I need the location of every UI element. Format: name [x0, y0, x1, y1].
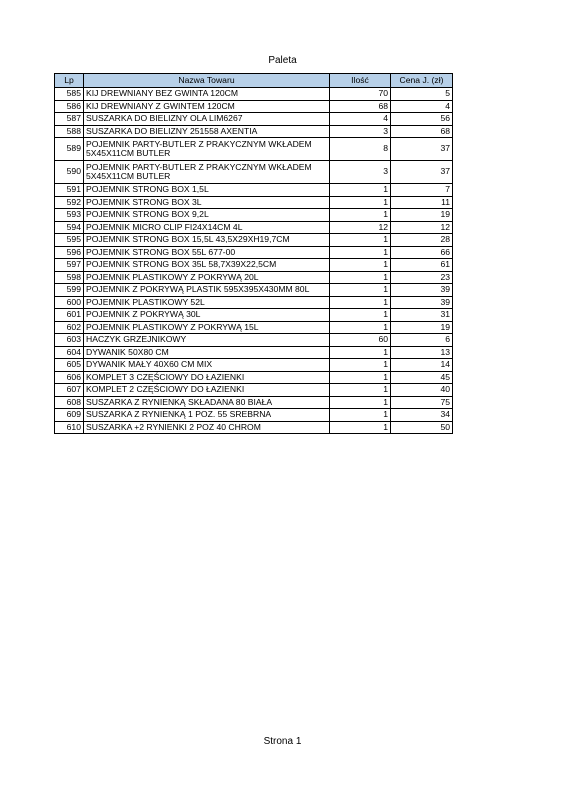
cell-lp: 607: [55, 384, 84, 397]
table-row: [55, 88, 453, 101]
cell-qty: 1: [330, 284, 391, 297]
cell-lp: 598: [55, 271, 84, 284]
cell-lp: 599: [55, 284, 84, 297]
cell-lp: 597: [55, 259, 84, 272]
cell-qty: 68: [330, 100, 391, 113]
cell-qty: 1: [330, 196, 391, 209]
header-lp: Lp: [55, 74, 84, 88]
cell-name: POJEMNIK STRONG BOX 15,5L 43,5X29XH19,7CM: [84, 234, 330, 247]
page-number: Strona 1: [263, 736, 302, 747]
header-qty: Ilość: [330, 74, 391, 88]
table-row: [55, 196, 453, 209]
cell-lp: 602: [55, 321, 84, 334]
cell-name: DYWANIK 50X80 CM: [84, 346, 330, 359]
cell-name: POJEMNIK PLASTIKOWY 52L: [84, 296, 330, 309]
cell-qty: 4: [330, 113, 391, 126]
table-row: [55, 321, 453, 334]
cell-lp: 595: [55, 234, 84, 247]
cell-qty: 70: [330, 88, 391, 101]
table-row: [55, 221, 453, 234]
cell-name: POJEMNIK PLASTIKOWY Z POKRYWĄ 15L: [84, 321, 330, 334]
cell-lp: 596: [55, 246, 84, 259]
cell-qty: 1: [330, 209, 391, 222]
cell-name: POJEMNIK STRONG BOX 35L 58,7X39X22,5CM: [84, 259, 330, 272]
cell-qty: 1: [330, 421, 391, 434]
cell-name: POJEMNIK STRONG BOX 9,2L: [84, 209, 330, 222]
cell-qty: 1: [330, 371, 391, 384]
table-row: [55, 113, 453, 126]
cell-lp: 587: [55, 113, 84, 126]
cell-qty: 1: [330, 309, 391, 322]
page-title: Paleta: [268, 55, 297, 66]
cell-qty: 1: [330, 321, 391, 334]
cell-price: 7: [391, 184, 453, 197]
header-row: [55, 74, 453, 88]
cell-lp: 606: [55, 371, 84, 384]
cell-price: 37: [391, 161, 453, 184]
cell-name: SUSZARKA DO BIELIZNY OLA LIM6267: [84, 113, 330, 126]
table-row: [55, 125, 453, 138]
cell-price: 68: [391, 125, 453, 138]
cell-price: 39: [391, 284, 453, 297]
cell-price: 23: [391, 271, 453, 284]
cell-price: 5: [391, 88, 453, 101]
cell-qty: 1: [330, 259, 391, 272]
cell-qty: 1: [330, 409, 391, 422]
cell-qty: 1: [330, 234, 391, 247]
cell-name: SUSZARKA +2 RYNIENKI 2 POZ 40 CHROM: [84, 421, 330, 434]
cell-price: 19: [391, 209, 453, 222]
cell-lp: 594: [55, 221, 84, 234]
table-header: [55, 74, 453, 88]
goods-table: [54, 73, 453, 434]
table-row: [55, 346, 453, 359]
cell-qty: 1: [330, 296, 391, 309]
table-row: [55, 359, 453, 372]
table-row: [55, 384, 453, 397]
cell-name: POJEMNIK STRONG BOX 1,5L: [84, 184, 330, 197]
table-row: [55, 234, 453, 247]
cell-name: SUSZARKA Z RYNIENKĄ SKŁADANA 80 BIAŁA: [84, 396, 330, 409]
cell-price: 12: [391, 221, 453, 234]
cell-lp: 609: [55, 409, 84, 422]
cell-name: POJEMNIK STRONG BOX 55L 677-00: [84, 246, 330, 259]
cell-price: 45: [391, 371, 453, 384]
cell-price: 4: [391, 100, 453, 113]
table-row: [55, 271, 453, 284]
cell-name: POJEMNIK PARTY-BUTLER Z PRAKYCZNYM WKŁADEM 5X45X11CM BUTLER: [84, 138, 330, 161]
table-row: [55, 138, 453, 161]
cell-price: 31: [391, 309, 453, 322]
cell-name: HACZYK GRZEJNIKOWY: [84, 334, 330, 347]
table-row: [55, 259, 453, 272]
table-row: [55, 161, 453, 184]
cell-price: 66: [391, 246, 453, 259]
cell-name: KIJ DREWNIANY BEZ GWINTA 120CM: [84, 88, 330, 101]
cell-qty: 3: [330, 125, 391, 138]
cell-lp: 604: [55, 346, 84, 359]
cell-name: SUSZARKA Z RYNIENKĄ 1 POZ. 55 SREBRNA: [84, 409, 330, 422]
table-body: [55, 88, 453, 434]
cell-lp: 601: [55, 309, 84, 322]
table-row: [55, 246, 453, 259]
cell-qty: 1: [330, 346, 391, 359]
cell-qty: 1: [330, 359, 391, 372]
cell-price: 39: [391, 296, 453, 309]
cell-price: 61: [391, 259, 453, 272]
cell-qty: 8: [330, 138, 391, 161]
table-row: [55, 100, 453, 113]
cell-lp: 600: [55, 296, 84, 309]
cell-name: POJEMNIK STRONG BOX 3L: [84, 196, 330, 209]
table-row: [55, 396, 453, 409]
cell-lp: 590: [55, 161, 84, 184]
table-row: [55, 409, 453, 422]
cell-name: POJEMNIK Z POKRYWĄ PLASTIK 595X395X430MM 80L: [84, 284, 330, 297]
header-name: Nazwa Towaru: [84, 74, 330, 88]
table-row: [55, 421, 453, 434]
cell-lp: 610: [55, 421, 84, 434]
cell-lp: 585: [55, 88, 84, 101]
cell-price: 40: [391, 384, 453, 397]
header-price: Cena J. (zł): [391, 74, 453, 88]
cell-name: KOMPLET 2 CZĘŚCIOWY DO ŁAZIENKI: [84, 384, 330, 397]
cell-price: 6: [391, 334, 453, 347]
cell-lp: 591: [55, 184, 84, 197]
cell-price: 75: [391, 396, 453, 409]
cell-price: 28: [391, 234, 453, 247]
cell-lp: 586: [55, 100, 84, 113]
cell-name: POJEMNIK PARTY-BUTLER Z PRAKYCZNYM WKŁADEM 5X45X11CM BUTLER: [84, 161, 330, 184]
cell-lp: 592: [55, 196, 84, 209]
cell-name: SUSZARKA DO BIELIZNY 251558 AXENTIA: [84, 125, 330, 138]
cell-price: 13: [391, 346, 453, 359]
table-row: [55, 371, 453, 384]
cell-qty: 1: [330, 246, 391, 259]
cell-name: KIJ DREWNIANY Z GWINTEM 120CM: [84, 100, 330, 113]
table-row: [55, 309, 453, 322]
cell-price: 50: [391, 421, 453, 434]
table-row: [55, 334, 453, 347]
cell-qty: 60: [330, 334, 391, 347]
cell-lp: 605: [55, 359, 84, 372]
cell-price: 56: [391, 113, 453, 126]
cell-lp: 593: [55, 209, 84, 222]
cell-price: 34: [391, 409, 453, 422]
cell-name: KOMPLET 3 CZĘŚCIOWY DO ŁAZIENKI: [84, 371, 330, 384]
cell-lp: 608: [55, 396, 84, 409]
table-row: [55, 284, 453, 297]
cell-lp: 603: [55, 334, 84, 347]
cell-qty: 1: [330, 396, 391, 409]
cell-price: 37: [391, 138, 453, 161]
table-row: [55, 296, 453, 309]
cell-name: POJEMNIK MICRO CLIP FI24X14CM 4L: [84, 221, 330, 234]
cell-qty: 1: [330, 184, 391, 197]
cell-qty: 1: [330, 271, 391, 284]
cell-lp: 589: [55, 138, 84, 161]
cell-name: POJEMNIK PLASTIKOWY Z POKRYWĄ 20L: [84, 271, 330, 284]
cell-name: DYWANIK MAŁY 40X60 CM MIX: [84, 359, 330, 372]
table-row: [55, 209, 453, 222]
cell-price: 14: [391, 359, 453, 372]
cell-name: POJEMNIK Z POKRYWĄ 30L: [84, 309, 330, 322]
cell-qty: 12: [330, 221, 391, 234]
cell-price: 19: [391, 321, 453, 334]
cell-price: 11: [391, 196, 453, 209]
cell-qty: 1: [330, 384, 391, 397]
table-row: [55, 184, 453, 197]
cell-lp: 588: [55, 125, 84, 138]
cell-qty: 3: [330, 161, 391, 184]
